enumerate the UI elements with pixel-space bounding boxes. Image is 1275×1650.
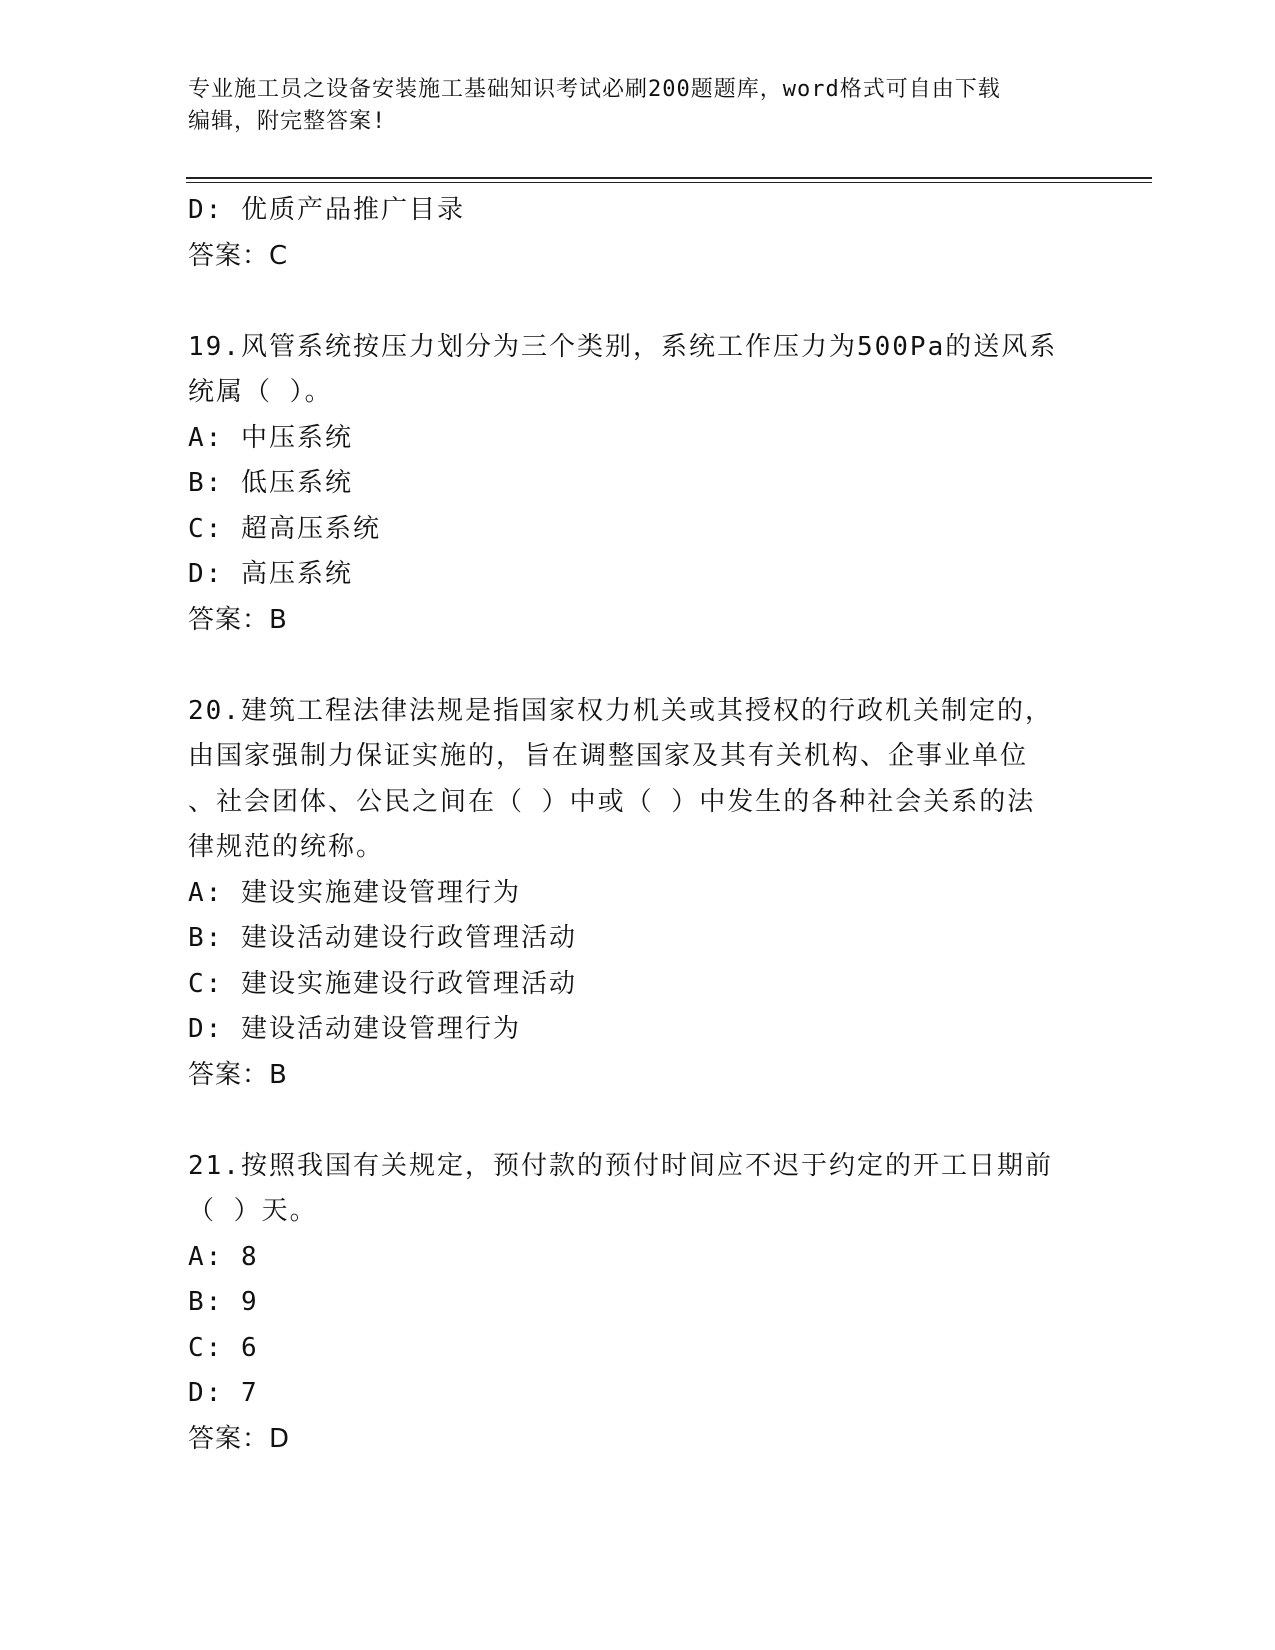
question-stem: 由国家强制力保证实施的，旨在调整国家及其有关机构、企事业单位 (188, 741, 1029, 771)
option-b: B: 低压系统 (188, 468, 353, 498)
option-d: D: 建设活动建设管理行为 (188, 1014, 521, 1044)
header-title-line-2: 编辑，附完整答案! (188, 109, 387, 134)
document-header (188, 74, 1088, 138)
header-divider-thin (186, 182, 1152, 183)
question-stem: 19.风管系统按压力划分为三个类别，系统工作压力为500Pa的送风系 (188, 331, 1058, 362)
answer-line: 答案：B (188, 1059, 288, 1090)
option-c: C: 建设实施建设行政管理活动 (188, 968, 577, 999)
question-stem: 统属（ ）。 (188, 377, 333, 407)
option-d: D: 优质产品推广目录 (188, 195, 465, 225)
question-stem: 律规范的统称。 (188, 832, 385, 862)
question-18-tail (188, 188, 1088, 279)
question-19 (188, 325, 1088, 644)
option-c: C: 超高压系统 (188, 513, 381, 544)
answer-line: 答案：B (188, 604, 288, 635)
question-list (188, 188, 1088, 1462)
option-a: A: 中压系统 (188, 422, 353, 453)
spacer (188, 1098, 1088, 1144)
answer-line: 答案：D (188, 1423, 291, 1454)
option-b: B: 9 (188, 1287, 259, 1317)
question-stem: 20.建筑工程法律法规是指国家权力机关或其授权的行政机关制定的， (188, 695, 1053, 726)
option-d: D: 7 (188, 1378, 259, 1408)
question-stem: 、社会团体、公民之间在（ ）中或（ ）中发生的各种社会关系的法 (188, 786, 1036, 817)
header-title-line-1: 专业施工员之设备安装施工基础知识考试必刷200题题库，word格式可自由下载 (188, 77, 1001, 102)
question-stem: 21.按照我国有关规定，预付款的预付时间应不迟于约定的开工日期前 (188, 1150, 1053, 1181)
option-b: B: 建设活动建设行政管理活动 (188, 923, 577, 953)
header-divider-thick (186, 177, 1152, 179)
question-20 (188, 689, 1088, 1099)
question-stem: （ ）天。 (188, 1196, 318, 1226)
option-c: C: 6 (188, 1332, 259, 1363)
spacer (188, 643, 1088, 689)
spacer (188, 279, 1088, 325)
option-a: A: 8 (188, 1241, 259, 1272)
question-21 (188, 1144, 1088, 1463)
option-d: D: 高压系统 (188, 559, 353, 589)
option-a: A: 建设实施建设管理行为 (188, 877, 521, 908)
answer-line: 答案：C (188, 240, 289, 271)
